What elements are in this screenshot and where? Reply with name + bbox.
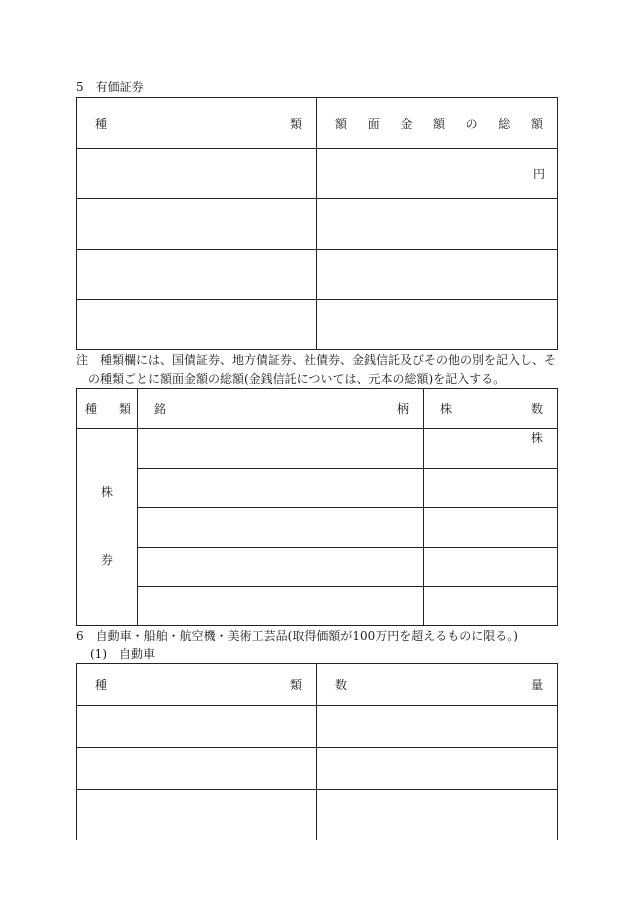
section-5-heading: 5 有価証券 bbox=[76, 80, 144, 94]
table-header-row bbox=[77, 98, 558, 149]
table-row bbox=[77, 790, 558, 840]
stock-certificate-label-cell bbox=[77, 429, 138, 626]
subsection-automobile-heading: (1) 自動車 bbox=[90, 647, 155, 661]
table-row bbox=[77, 469, 558, 508]
note-line-1: 注 種類欄には、国債証券、地方債証券、社債券、金銭信託及びその他の別を記入し、そ bbox=[76, 353, 557, 367]
automobile-table bbox=[76, 663, 558, 840]
note-line-2: の種類ごとに額面金額の総額(金銭信託については、元本の総額)を記入する。 bbox=[88, 372, 506, 386]
header-face-value-total: 額 面 金 額 の 総 額 bbox=[317, 98, 558, 149]
quantity-cell[interactable] bbox=[317, 706, 558, 748]
type-cell[interactable] bbox=[77, 300, 317, 350]
section-6-heading: 6 自動車・船舶・航空機・美術工芸品(取得価額が100万円を超えるものに限る。) bbox=[76, 629, 518, 643]
brand-cell[interactable] bbox=[138, 469, 424, 508]
header-share-count: 株 数 bbox=[424, 389, 558, 429]
header-brand: 銘 柄 bbox=[138, 389, 424, 429]
brand-cell[interactable] bbox=[138, 548, 424, 587]
table-row bbox=[77, 149, 558, 199]
amount-cell[interactable] bbox=[317, 250, 558, 300]
table-header-row bbox=[77, 664, 558, 706]
table-row bbox=[77, 548, 558, 587]
brand-cell[interactable] bbox=[138, 587, 424, 626]
type-cell[interactable] bbox=[77, 199, 317, 250]
table-row bbox=[77, 300, 558, 350]
brand-cell[interactable] bbox=[138, 429, 424, 469]
stock-label-top: 株 bbox=[101, 485, 114, 499]
table-row bbox=[77, 429, 558, 469]
share-count-cell[interactable] bbox=[424, 587, 558, 626]
table-row bbox=[77, 706, 558, 748]
header-type: 種 類 bbox=[77, 664, 317, 706]
amount-cell[interactable] bbox=[317, 199, 558, 250]
type-cell[interactable] bbox=[77, 748, 317, 790]
type-cell[interactable] bbox=[77, 706, 317, 748]
header-type: 種 類 bbox=[77, 389, 138, 429]
stocks-table bbox=[76, 388, 558, 626]
header-type: 種 類 bbox=[77, 98, 317, 149]
brand-cell[interactable] bbox=[138, 508, 424, 548]
table-row bbox=[77, 748, 558, 790]
share-count-cell[interactable] bbox=[424, 429, 558, 469]
amount-cell[interactable] bbox=[317, 300, 558, 350]
share-unit: 株 bbox=[530, 431, 543, 445]
yen-unit: 円 bbox=[532, 167, 545, 181]
table-row bbox=[77, 199, 558, 250]
share-count-cell[interactable] bbox=[424, 548, 558, 587]
share-count-cell[interactable] bbox=[424, 469, 558, 508]
type-cell[interactable] bbox=[77, 149, 317, 199]
quantity-cell[interactable] bbox=[317, 790, 558, 840]
table-row bbox=[77, 508, 558, 548]
amount-cell[interactable] bbox=[317, 149, 558, 199]
quantity-cell[interactable] bbox=[317, 748, 558, 790]
table-row bbox=[77, 250, 558, 300]
table-header-row bbox=[77, 389, 558, 429]
securities-table bbox=[76, 97, 558, 350]
stock-label-bottom: 券 bbox=[101, 553, 114, 567]
share-count-cell[interactable] bbox=[424, 508, 558, 548]
type-cell[interactable] bbox=[77, 250, 317, 300]
type-cell[interactable] bbox=[77, 790, 317, 840]
header-quantity: 数 量 bbox=[317, 664, 558, 706]
table-row bbox=[77, 587, 558, 626]
